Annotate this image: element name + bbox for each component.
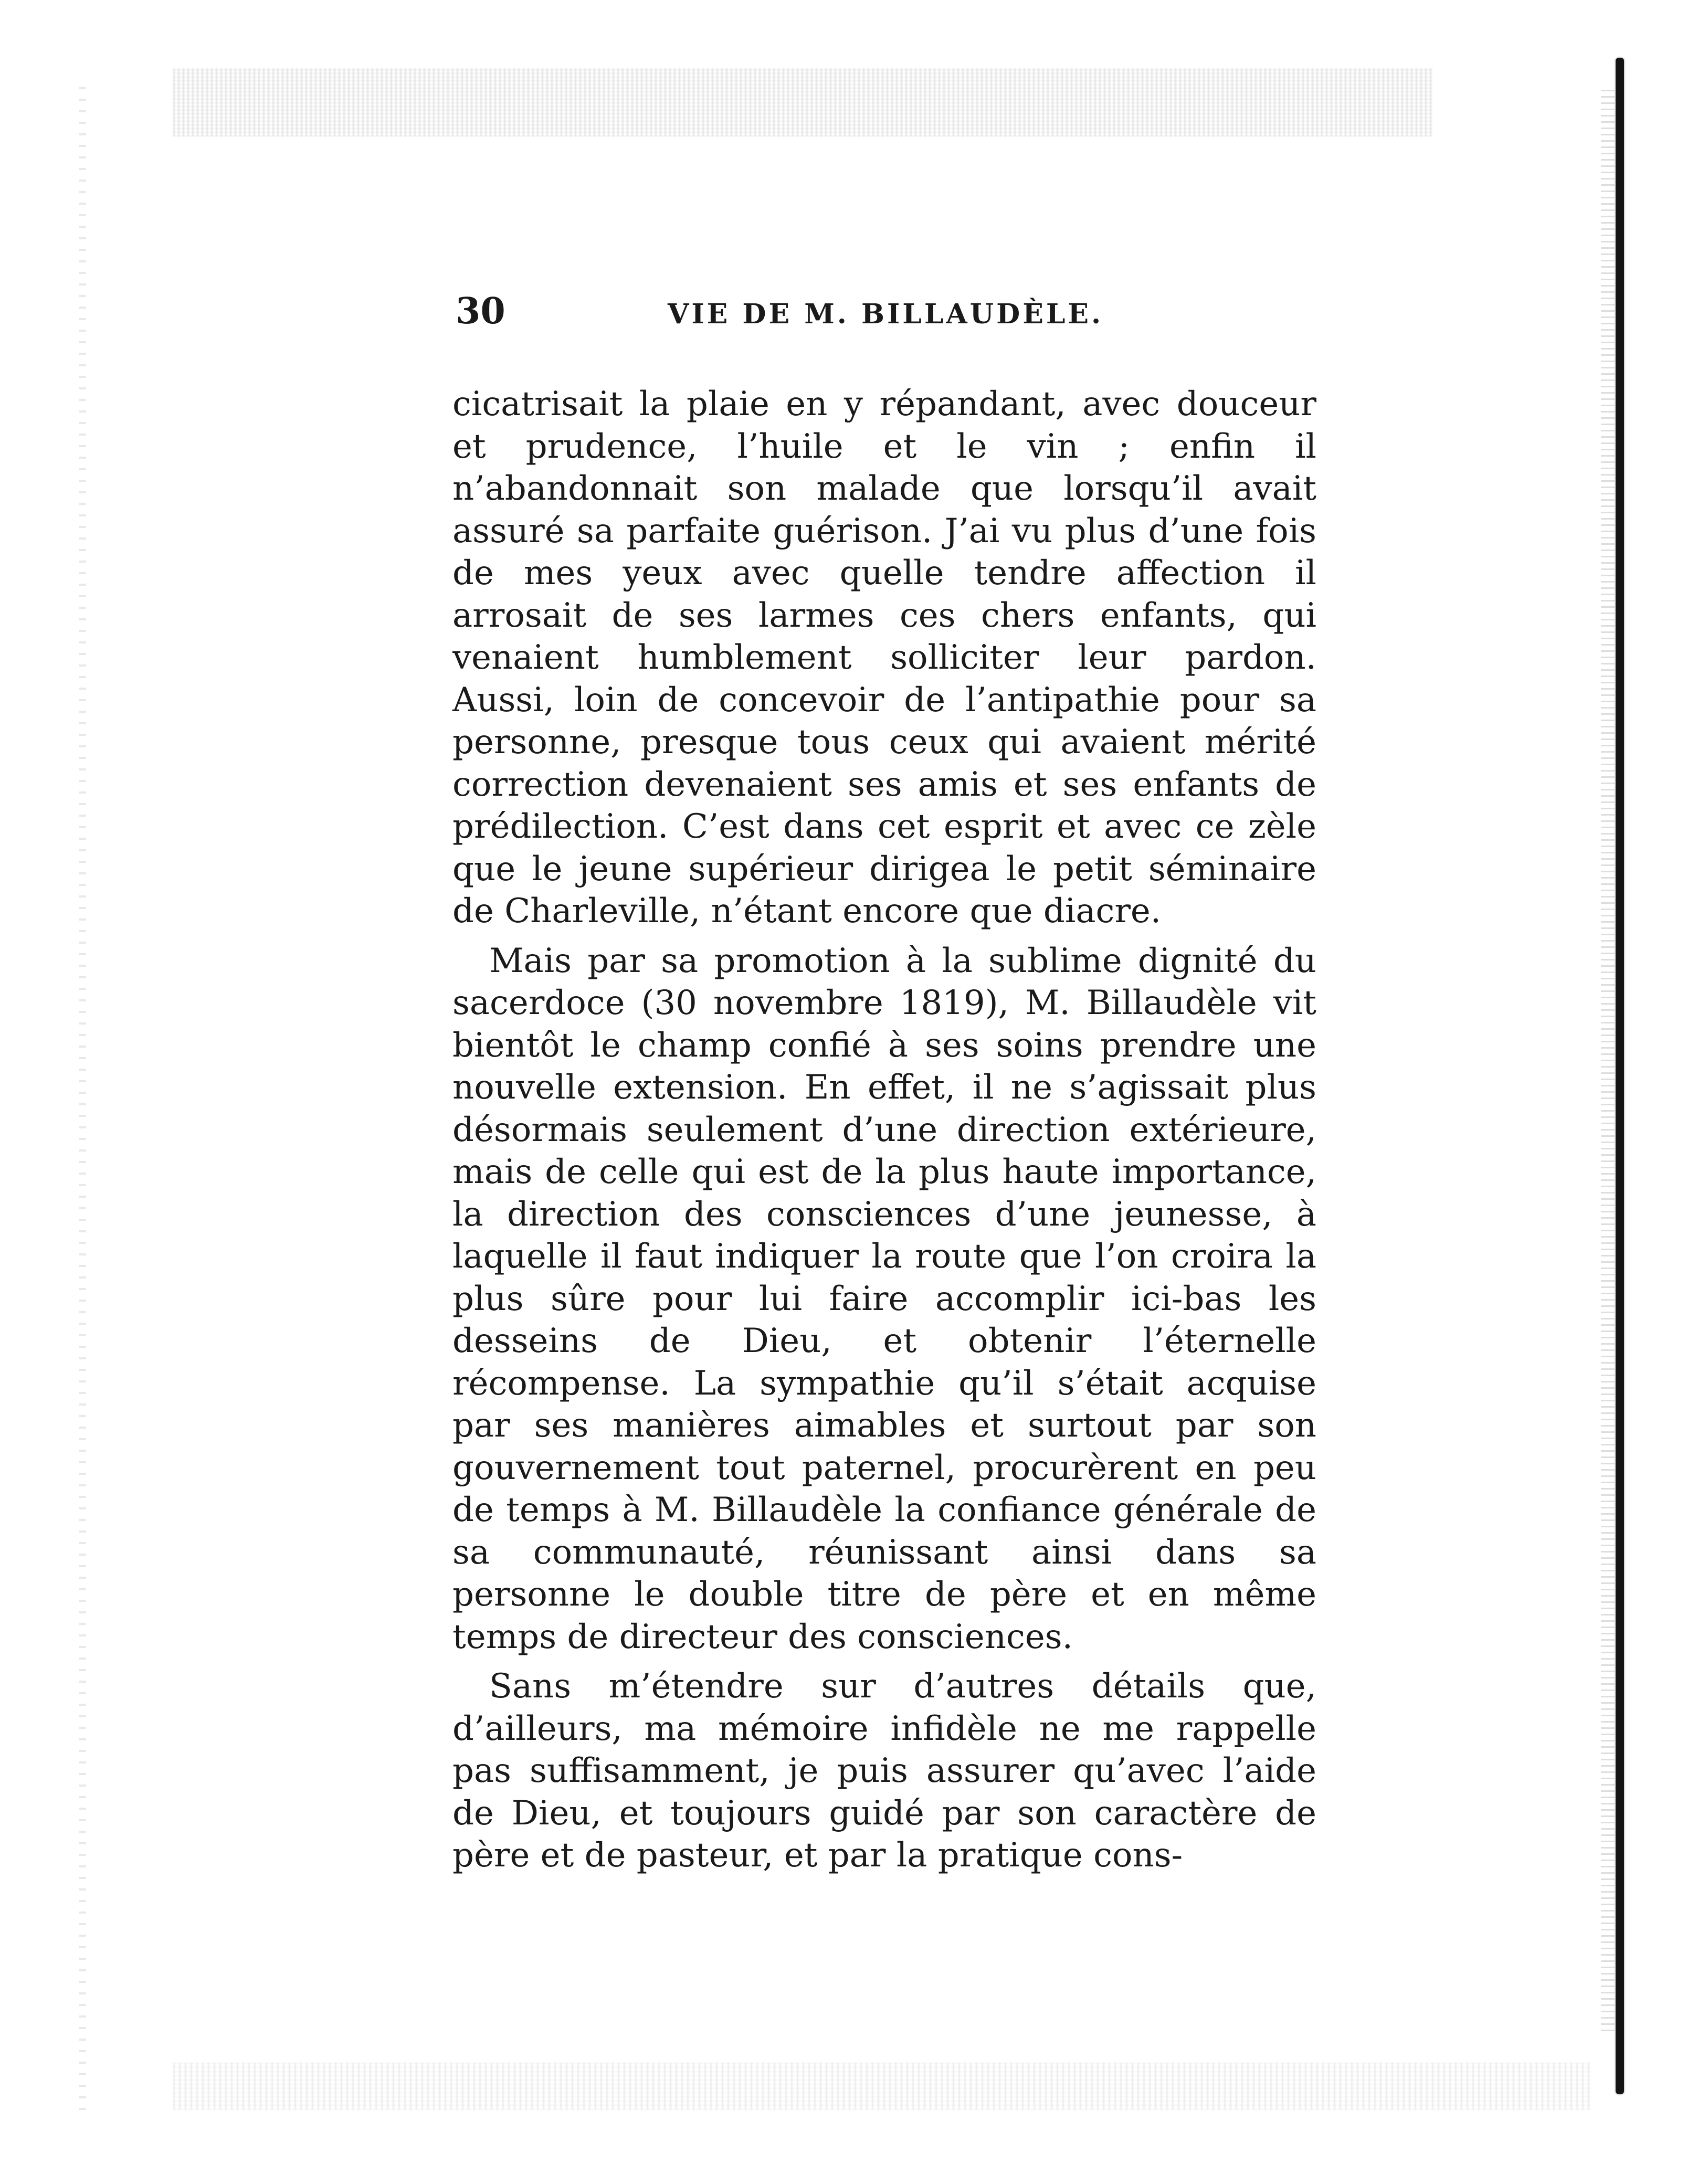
scan-binding-shadow: [1616, 58, 1624, 2094]
scan-noise-top: [173, 68, 1433, 136]
body-text: [452, 383, 1316, 1877]
paragraph: cicatrisait la plaie en y répandant, avec douceur et prudence, l’huile et le vin ; enfin il n’abandonnait son malade que lorsqu’il avait assuré sa parfaite guérison. J’ai vu plus d’une fois de mes yeux avec quelle tendre affection il arrosait de ses larmes ces chers enfants, qui venaient humblement solliciter leur pardon. Aussi, loin de concevoir de l’antipathie pour sa personne, presque tous ceux qui avaient mérité correction devenaient ses amis et ses enfants de prédilection. C’est dans cet esprit et avec ce zèle que le jeune supérieur dirigea le petit séminaire de Charleville, n’étant encore que diacre.: [452, 385, 1316, 931]
page-number: 30: [456, 290, 505, 332]
paragraph: Mais par sa promotion à la sublime dignité du sacerdoce (30 novembre 1819), M. Billaudèle vit bientôt le champ confié à ses soins prendre une nouvelle extension. En effet, il ne s’agissait plus désormais seulement d’une direction extérieure, mais de celle qui est de la plus haute importance, la direction des consciences d’une jeunesse, à laquelle il faut indiquer la route que l’on croira la plus sûre pour lui faire accomplir ici-bas les desseins de Dieu, et obtenir l’éternelle récompense. La sympathie qu’il s’était acquise par ses manières aimables et surtout par son gouvernement tout paternel, procurèrent en peu de temps à M. Billaudèle la confiance générale de sa communauté, réunissant ainsi dans sa personne le double titre de père et en même temps de directeur des consciences.: [452, 941, 1316, 1656]
scan-right-texture: [1601, 89, 1615, 2031]
paragraph: Sans m’étendre sur d’autres détails que, d’ailleurs, ma mémoire infidèle ne me rappelle pas suffisamment, je puis assurer qu’avec l’aide de Dieu, et toujours guidé par son caractère de père et de pasteur, et par la pratique cons-: [452, 1667, 1316, 1875]
running-header: [456, 288, 1306, 340]
scan-left-edge: [79, 84, 86, 2110]
scan-noise-bottom: [173, 2063, 1590, 2110]
running-title: VIE DE M. BILLAUDÈLE.: [668, 298, 1104, 330]
